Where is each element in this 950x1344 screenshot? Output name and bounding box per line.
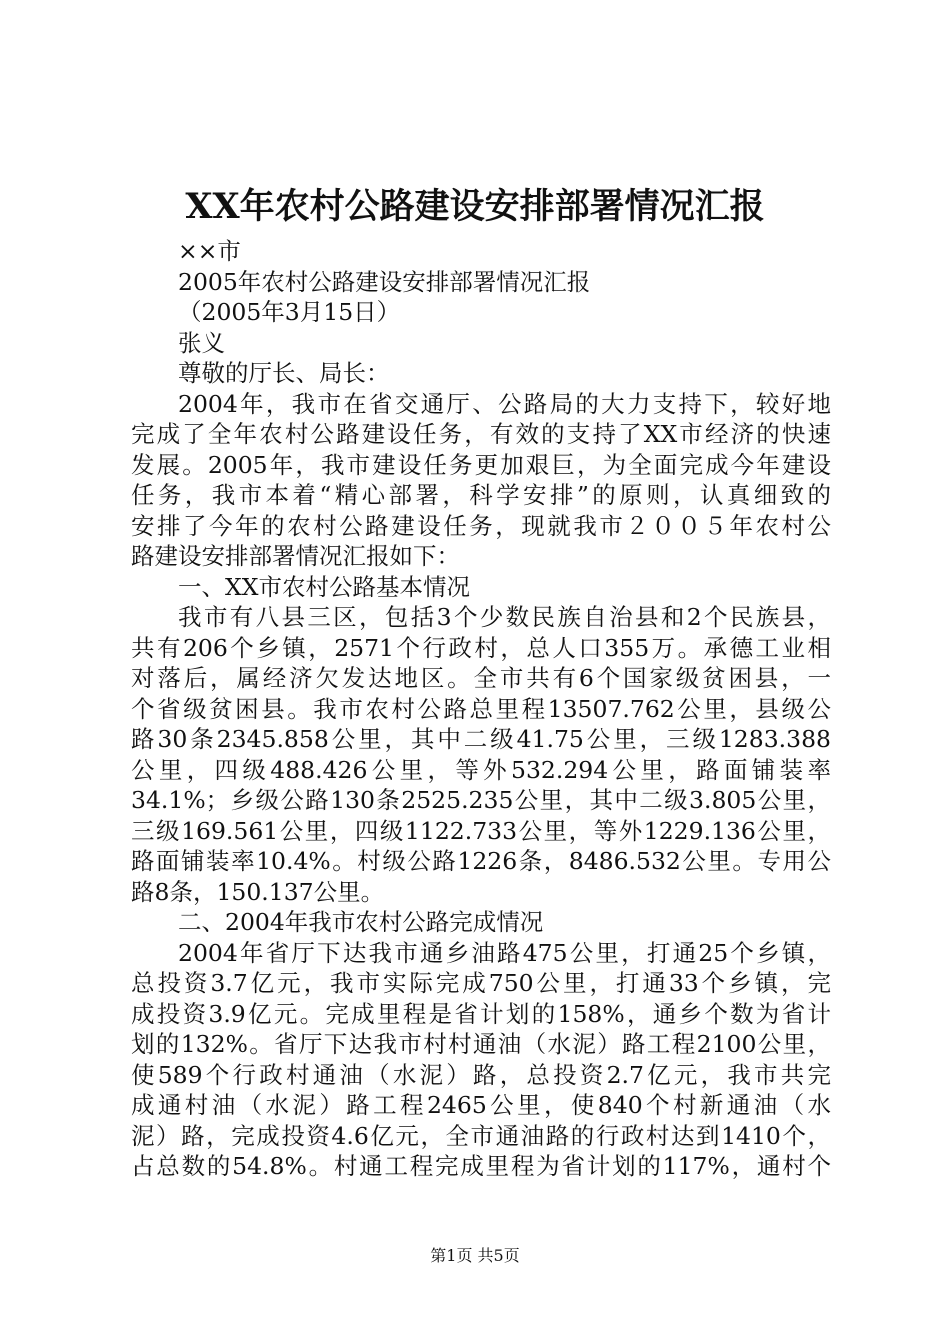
body-line: 路面铺装率10.4%。村级公路1226条，8486.532公里。专用公 <box>131 847 831 875</box>
body-line: 2004年，我市在省交通厅、公路局的大力支持下，较好地 <box>178 389 831 418</box>
body-line: 三级169.561公里，四级1122.733公里，等外1229.136公里， <box>131 816 831 845</box>
body-line: 一、XX市农村公路基本情况 <box>178 572 470 601</box>
body-line: 总投资3.7亿元，我市实际完成750公里，打通33个乡镇，完 <box>131 969 831 997</box>
body-line: 张义 <box>178 328 225 357</box>
body-line: 占总数的54.8%。村通工程完成里程为省计划的117%，通村个 <box>131 1152 831 1180</box>
body-line: 尊敬的厅长、局长： <box>178 359 390 387</box>
body-line: 二、2004年我市农村公路完成情况 <box>178 908 544 936</box>
body-line: 路30条2345.858公里，其中二级41.75公里，三级1283.388 <box>131 725 831 753</box>
body-line: 共有206个乡镇，2571个行政村，总人口355万。承德工业相 <box>131 633 831 662</box>
document-title: XX年农村公路建设安排部署情况汇报 <box>185 186 765 227</box>
body-line: 2004年省厅下达我市通乡油路475公里，打通25个乡镇， <box>178 938 831 967</box>
body-line: 发展。2005年，我市建设任务更加艰巨，为全面完成今年建设 <box>131 450 831 479</box>
body-line: 个省级贫困县。我市农村公路总里程13507.762公里，县级公 <box>131 694 831 723</box>
body-line: 34.1%；乡级公路130条2525.235公里，其中二级3.805公里， <box>131 786 831 814</box>
body-line: 使589个行政村通油（水泥）路，总投资2.7亿元，我市共完 <box>131 1060 831 1089</box>
body-line: 任务，我市本着“精心部署，科学安排”的原则，认真细致的 <box>131 481 831 509</box>
document-body <box>131 236 831 1182</box>
body-line: 对落后，属经济欠发达地区。全市共有6个国家级贫困县，一 <box>131 664 831 692</box>
body-line: 路8条，150.137公里。 <box>131 877 385 906</box>
page-footer: 第1页 共5页 <box>430 1246 520 1265</box>
body-line: 泥）路，完成投资4.6亿元，全市通油路的行政村达到1410个， <box>131 1121 831 1150</box>
body-line: 成投资3.9亿元。完成里程是省计划的158%，通乡个数为省计 <box>131 999 831 1028</box>
body-line: 公里，四级488.426公里，等外532.294公里，路面铺装率 <box>131 755 831 784</box>
body-line: 我市有八县三区，包括3个少数民族自治县和2个民族县， <box>178 603 831 631</box>
body-line: 划的132%。省厅下达我市村村通油（水泥）路工程2100公里， <box>131 1030 831 1058</box>
body-line: 完成了全年农村公路建设任务，有效的支持了XX市经济的快速 <box>131 420 831 448</box>
body-line: （2005年3月15日） <box>178 298 401 326</box>
body-line: ××市 <box>178 237 241 265</box>
body-line: 安排了今年的农村公路建设任务，现就我市２００５年农村公 <box>131 511 831 540</box>
body-line: 2005年农村公路建设安排部署情况汇报 <box>178 267 591 296</box>
body-line: 路建设安排部署情况汇报如下： <box>131 542 460 570</box>
body-line: 成通村油（水泥）路工程2465公里，使840个村新通油（水 <box>131 1091 831 1119</box>
